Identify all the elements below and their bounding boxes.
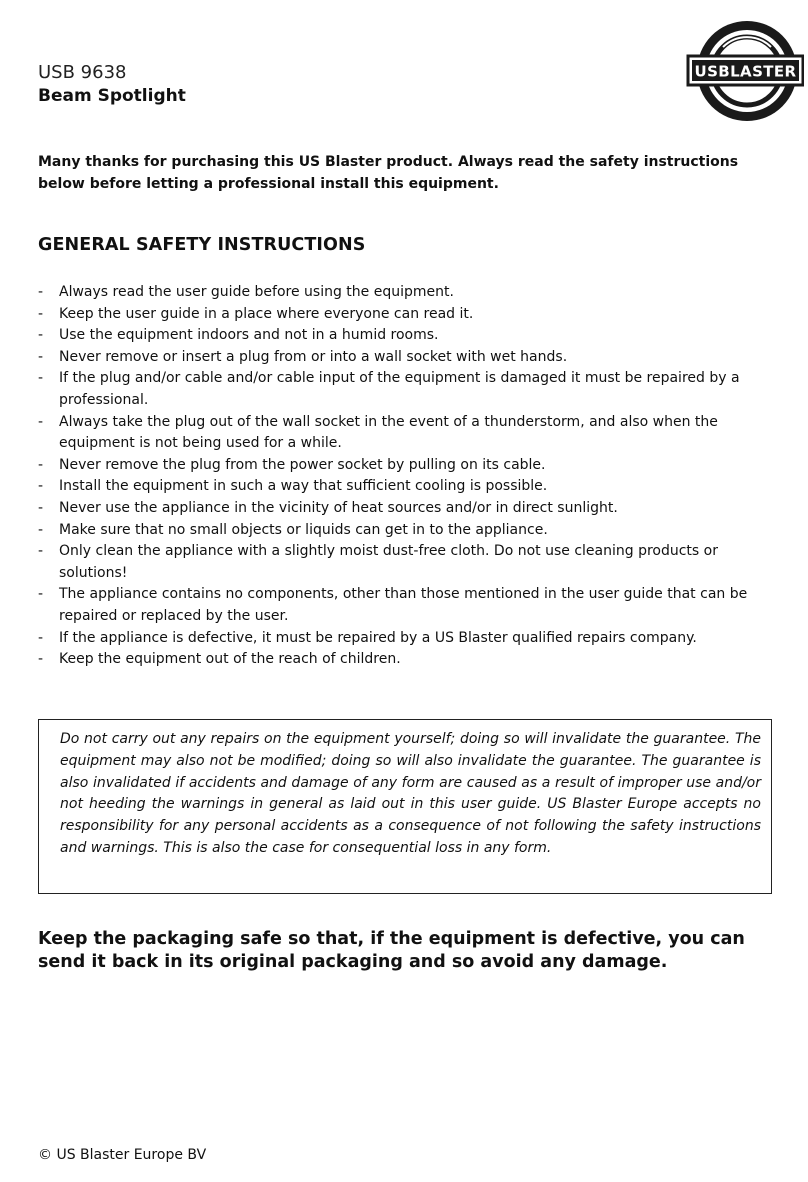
list-item xyxy=(38,282,778,304)
product-name: Beam Spotlight xyxy=(38,86,186,106)
model-number: USB 9638 xyxy=(38,62,127,83)
bullet-dash: - xyxy=(38,348,44,365)
list-item-text: Keep the equipment out of the reach of children. xyxy=(59,651,401,668)
list-item-text: Never remove the plug from the power socket by pulling on its cable. xyxy=(59,456,546,473)
bullet-dash: - xyxy=(38,284,44,300)
list-item xyxy=(38,628,778,650)
list-item xyxy=(38,476,778,498)
list-item-text: Keep the user guide in a place where everyone can read it. xyxy=(59,305,474,322)
bullet-dash: - xyxy=(38,651,44,668)
list-item xyxy=(38,649,778,671)
packaging-notice-line: send it back in its original packaging and so avoid any damage. xyxy=(38,952,668,972)
list-item-text: Never remove or insert a plug from or into a wall socket with wet hands. xyxy=(59,348,568,365)
bullet-dash: - xyxy=(38,543,44,560)
bullet-dash: - xyxy=(38,305,44,322)
intro-line: Many thanks for purchasing this US Blaster product. Always read the safety instructions xyxy=(38,154,739,170)
intro-text xyxy=(38,151,768,195)
bullet-dash: - xyxy=(38,370,44,387)
bullet-dash: - xyxy=(38,327,44,344)
list-item xyxy=(38,304,778,326)
bullet-dash: - xyxy=(38,413,44,430)
list-item-text: If the appliance is defective, it must be repaired by a US Blaster qualified repairs company. xyxy=(59,629,697,646)
bullet-dash: - xyxy=(38,499,44,516)
warning-box xyxy=(38,719,772,894)
list-item-text: The appliance contains no components, other than those mentioned in the user guide that can be repaired or replaced by the user. xyxy=(59,586,748,624)
list-item xyxy=(38,412,778,455)
list-item-text: Never use the appliance in the vicinity of heat sources and/or in direct sunlight. xyxy=(59,499,618,516)
safety-instructions-list xyxy=(38,282,778,671)
packaging-notice xyxy=(38,928,778,974)
list-item xyxy=(38,325,778,347)
warning-text: Do not carry out any repairs on the equipment yourself; doing so will invalidate the guarantee. The equipment may also not be modified; doing so will also invalidate the guarantee. The guarantee is also invalidated if accidents and damage of any form are caused as a result of improper use and/or not heeding the warnings in general as laid out in this user guide. US Blaster Europe accepts no responsibility for any personal accidents as a consequence of not following the safety instructions and warnings. This is also the case for consequential loss in any form. xyxy=(60,731,761,856)
list-item xyxy=(38,455,778,477)
list-item xyxy=(38,541,778,584)
list-item-text: If the plug and/or cable and/or cable input of the equipment is damaged it must be repaired by a professional. xyxy=(59,370,740,408)
packaging-notice-line: Keep the packaging safe so that, if the equipment is defective, you can xyxy=(38,929,745,949)
list-item xyxy=(38,368,778,411)
list-item-text: Always take the plug out of the wall socket in the event of a thunderstorm, and also when the equipment is not being used for a while. xyxy=(59,413,718,452)
section-heading: GENERAL SAFETY INSTRUCTIONS xyxy=(38,235,366,255)
list-item xyxy=(38,520,778,542)
list-item-text: Always read the user guide before using the equipment. xyxy=(59,284,454,300)
list-item-text: Use the equipment indoors and not in a humid rooms. xyxy=(59,327,439,344)
list-item xyxy=(38,347,778,369)
list-item-text: Install the equipment in such a way that sufficient cooling is possible. xyxy=(59,478,548,495)
list-item xyxy=(38,498,778,520)
list-item-text: Make sure that no small objects or liquids can get in to the appliance. xyxy=(59,521,548,538)
bullet-dash: - xyxy=(38,456,44,473)
bullet-dash: - xyxy=(38,586,44,603)
logo-wordmark: USBLASTER xyxy=(694,62,797,81)
bullet-dash: - xyxy=(38,629,44,646)
list-item-text: Only clean the appliance with a slightly moist dust-free cloth. Do not use cleaning products or solutions! xyxy=(59,543,718,581)
bullet-dash: - xyxy=(38,478,44,495)
bullet-dash: - xyxy=(38,521,44,538)
list-item xyxy=(38,584,778,627)
us-blaster-logo xyxy=(686,17,804,125)
intro-line: below before letting a professional install this equipment. xyxy=(38,176,499,192)
copyright-footer: © US Blaster Europe BV xyxy=(38,1147,207,1163)
